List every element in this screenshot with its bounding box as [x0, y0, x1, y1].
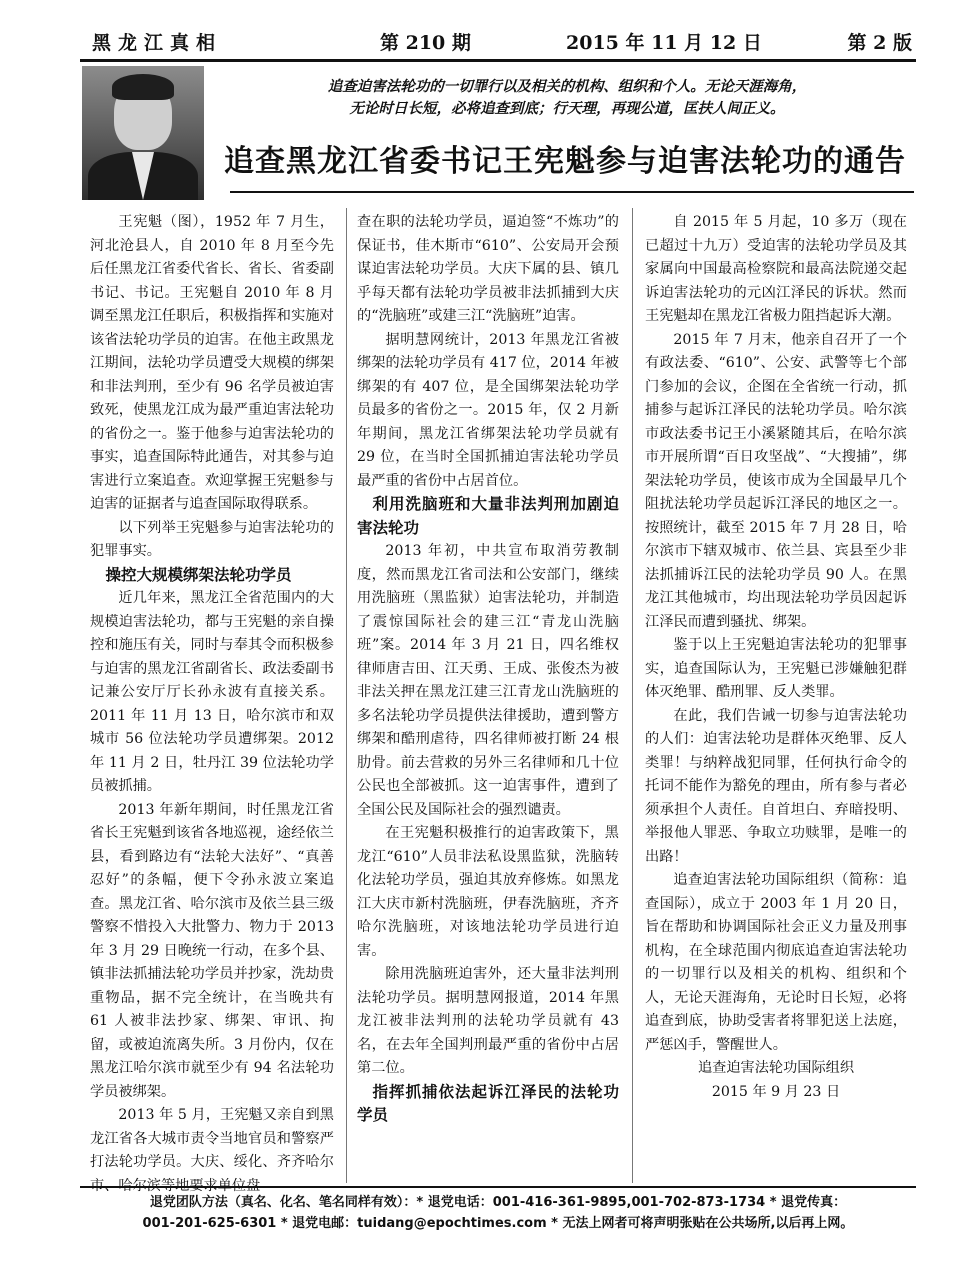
paragraph: 2013 年 5 月，王宪魁又亲自到黑龙江省各大城市责令当地官员和警察严打法轮功学员。大庆、绥化、齐齐哈尔	[90, 1107, 334, 1170]
slogan	[222, 76, 912, 120]
portrait-photo	[82, 66, 204, 200]
page-number: 第 2 版	[847, 32, 912, 54]
footer-rule	[80, 1186, 916, 1188]
paragraph: 据明慧网统计，2013 年黑龙江省被绑架的法轮功学员有 417 位，2014 年被绑架的有 407 位，是全国绑架法轮功学员最多的省份之一。2015 年，仅 2 月新年期间，黑龙江省绑架法轮功学员就有 29 位，在当时全国抓捕迫害法轮功学员最严重的省份中占居首位。	[357, 331, 619, 489]
footer-line-2: 001-201-625-6301 * 退党电邮：tuidang@epochtimes.com * 无法上网者可将声明张贴在公共场所,以后再上网。	[142, 1216, 854, 1231]
column-divider	[632, 208, 633, 1183]
issue-number: 第 210 期	[380, 32, 471, 54]
article-column-3	[645, 211, 907, 1104]
paragraph: 2013 年初，中共宣布取消劳教制度，然而黑龙江省司法和公安部门，继续用洗脑班（黑监狱）迫害法轮功，并制造了震惊国际社会的建三江“青龙山洗脑班”案。2014 年 3 月 21 日，四名维权律师唐吉田、江天勇、王成、张俊杰为被非法关押在黑龙江建三江青龙山洗脑班的多名法轮功学员提供法律援助，遭到警方绑架和酷刑虐待，四名律师被打断 24 根肋骨。前去营救的另外三名律师和几十位公民也全部被抓。这一迫害事件，遭到了全国公民及国际社会的强烈谴责。	[357, 543, 619, 818]
masthead	[80, 28, 916, 60]
paragraph: 自 2015 年 5 月起，10 多万（现在已超过十九万）受迫害的法轮功学员及其家属向中国最高检察院和最高法院递交起诉迫害法轮功的元凶江泽民的诉状。然而王宪魁却在黑龙江省极力阻挡起诉大潮。	[645, 214, 907, 324]
issue-date: 2015 年 11 月 12 日	[566, 32, 762, 54]
footer-line-1: 退党团队方法（真名、化名、笔名同样有效）：* 退党电话：001-416-361-9895,001-702-873-1734 * 退党传真：	[149, 1195, 847, 1210]
paragraph: 查在职的法轮功学员，逼迫签“不炼功”的保证书，佳木斯市“610”、公安局开会预谋迫害法轮功学员。大庆下属的县、镇几乎每天都有法轮功学员被非法抓捕到大庆的“洗脑班”或建三江“洗脑班”迫害。	[357, 214, 619, 324]
section-heading: 指挥抓捕依法起诉江泽民的法轮功学员	[357, 1082, 619, 1124]
paragraph: 2013 年新年期间，时任黑龙江省省长王宪魁到该省各地巡视，途经依兰县，看到路边有“法轮大法好”、“真善忍好”的条幅，便下令孙永波立案追查。黑龙江省、哈尔滨市及依兰县三级警察不惜投入大批警力、物力于 2013 年 3 月 29 日晚统一行动，在多个县、镇非法抓捕法轮功学员并抄家，洗劫贵重物品，据不完全统计，在当晚共有 61 人被非法抄家、绑架、审讯、拘留，或被迫流离失所。3 月份内，仅在黑龙江哈尔滨市就至少有 94 名法轮功学员被绑架。	[90, 801, 334, 1100]
footer	[80, 1192, 916, 1234]
column-divider	[346, 208, 347, 1183]
section-heading: 操控大规模绑架法轮功学员	[105, 565, 292, 584]
slogan-line-2: 无论时日长短，必将追查到底；行天理，再现公道，匡扶人间正义。	[349, 101, 785, 117]
article-column-2	[357, 211, 619, 1128]
paragraph: 在王宪魁积极推行的迫害政策下，黑龙江“610”人员非法私设黑监狱，洗脑转化法轮功学员，强迫其放弃修炼。如黑龙江大庆市新村洗脑班，伊春洗脑班，齐齐哈尔洗脑班，对该地法轮功学员进行迫害。	[357, 825, 619, 959]
paragraph: 在此，我们告诫一切参与迫害法轮功的人们：迫害法轮功是群体灭绝罪、反人类罪！与纳粹战犯同罪，任何执行命令的托词不能作为豁免的理由，所有参与者必须承担个人责任。自首坦白、弃暗投明、举报他人罪恶、争取立功赎罪，是唯一的出路！	[645, 707, 907, 865]
paragraph: 追查迫害法轮功国际组织（简称：追查国际），成立于 2003 年 1 月 20 日，旨在帮助和协调国际社会正义力量及刑事机构，在全球范围内彻底追查迫害法轮功的一切罪行以及相关的机构、组织和个人，无论天涯海角，无论时日长短，必将追查到底，协助受害者将罪犯送上法庭，严惩凶手，警醒世人。	[645, 872, 907, 1053]
article-column-1	[90, 211, 334, 1198]
section-heading: 利用洗脑班和大量非法判刑加剧迫害法轮功	[357, 495, 619, 537]
paragraph: 近几年来，黑龙江全省范围内的大规模迫害法轮功，都与王宪魁的亲自操控和施压有关，同时与奉其令而积极参与迫害的黑龙江省副省长、政法委副书记兼公安厅厅长孙永波有直接关系。2011 年 11 月 13 日，哈尔滨市和双城市 56 位法轮功学员遭绑架。2012 年 11 月 2 日，牡丹江 39 位法轮功学员被抓捕。	[90, 590, 334, 794]
paragraph: 王宪魁（图），1952 年 7 月生，河北沧县人，自 2010 年 8 月至今先后任黑龙江省委代省长、省长、省委副书记、书记。王宪魁自 2010 年 8 月调至黑龙江任职后，积极指挥和实施对该省法轮功学员的迫害。在他主政黑龙江期间，法轮功学员遭受大规模的绑架和非法判刑，至少有 96 名学员被迫害致死，使黑龙江成为最严重迫害法轮功的省份之一。鉴于他参与迫害法轮功的事实，追查国际特此通告，对其参与迫害进行立案追查。欢迎掌握王宪魁参与迫害的证据者与追查国际取得联系。	[90, 214, 334, 512]
slogan-line-1: 追查迫害法轮功的一切罪行以及相关的机构、组织和个人。无论天涯海角，	[327, 79, 807, 95]
signature-date: 2015 年 9 月 23 日	[711, 1083, 841, 1100]
headline-rule	[230, 191, 914, 193]
newspaper-name: 黑龙江真相	[92, 32, 223, 54]
article-headline: 追查黑龙江省委书记王宪魁参与迫害法轮功的通告	[224, 144, 906, 179]
masthead-rule	[80, 59, 916, 62]
signature-org: 追查迫害法轮功国际组织	[697, 1060, 855, 1076]
paragraph: 以下列举王宪魁参与迫害法轮功的犯罪事实。	[90, 519, 334, 559]
paragraph: 鉴于以上王宪魁迫害法轮功的犯罪事实，追查国际认为，王宪魁已涉嫌触犯群体灭绝罪、酷刑罪、反人类罪。	[645, 637, 907, 700]
paragraph: 除用洗脑班迫害外，还大量非法判刑法轮功学员。据明慧网报道，2014 年黑龙江被非法判刑的法轮功学员就有 43 名，在去年全国判刑最严重的省份中占居第二位。	[357, 966, 619, 1076]
paragraph: 2015 年 7 月末，他亲自召开了一个有政法委、“610”、公安、武警等七个部门参加的会议，企图在全省统一行动，抓捕参与起诉江泽民的法轮功学员。哈尔滨市政法委书记王小溪紧随其后，在哈尔滨市开展所谓“百日攻坚战”、“大搜捕”，绑架法轮功学员，使该市成为全国最早几个阻扰法轮功学员起诉江泽民的地区之一。按照统计，截至 2015 年 7 月 28 日，哈尔滨市下辖双城市、依兰县、宾县至少非法抓捕诉江民的法轮功学员 90 人。在黑龙江其他城市，均出现法轮功学员因起诉江泽民而遭到骚扰、绑架。	[645, 331, 907, 630]
